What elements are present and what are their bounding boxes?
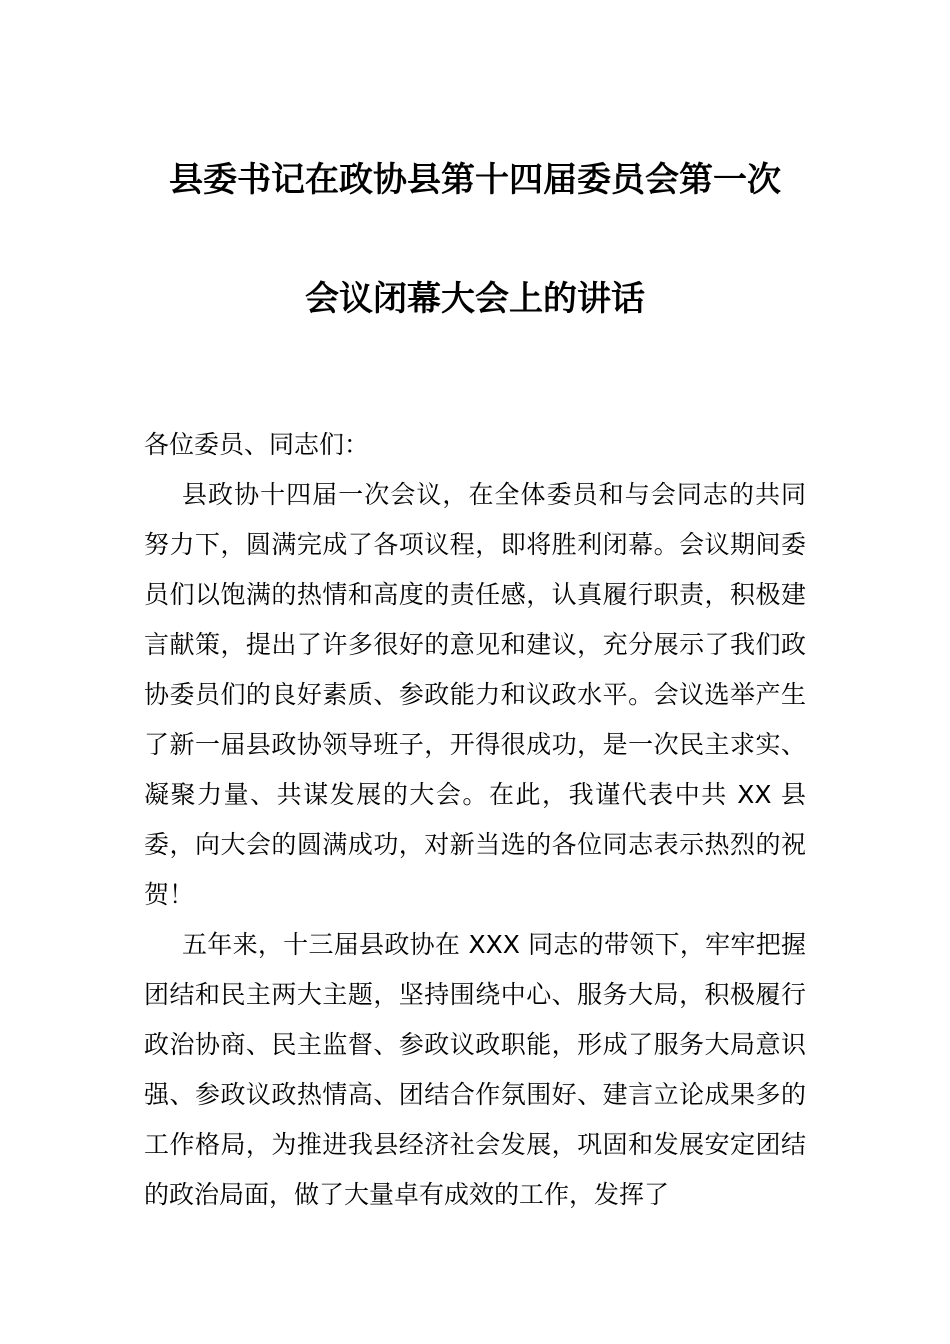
document-title-line-1: 县委书记在政协县第十四届委员会第一次 bbox=[169, 160, 781, 200]
document-body bbox=[144, 420, 806, 1220]
paragraph-1: 县政协十四届一次会议，在全体委员和与会同志的共同努力下，圆满完成了各项议程，即将胜利闭幕。会议期间委员们以饱满的热情和高度的责任感，认真履行职责，积极建言献策，提出了许多很好的意见和建议，充分展示了我们政协委员们的良好素质、参政能力和议政水平。会议选举产生了新一届县政协领导班子，开得很成功，是一次民主求实、凝聚力量、共谋发展的大会。在此，我谨代表中共 XX 县委，向大会的圆满成功，对新当选的各位同志表示热烈的祝贺！ bbox=[144, 480, 806, 909]
paragraph-2: 五年来，十三届县政协在 XXX 同志的带领下，牢牢把握团结和民主两大主题，坚持围绕中心、服务大局，积极履行政治协商、民主监督、参政议政职能，形成了服务大局意识强、参政议政热情高、团结合作氛围好、建言立论成果多的工作格局，为推进我县经济社会发展，巩固和发展安定团结的政治局面，做了大量卓有成效的工作，发挥了 bbox=[144, 930, 806, 1209]
salutation: 各位委员、同志们： bbox=[144, 430, 370, 459]
document-title-line-2: 会议闭幕大会上的讲话 bbox=[305, 279, 645, 319]
